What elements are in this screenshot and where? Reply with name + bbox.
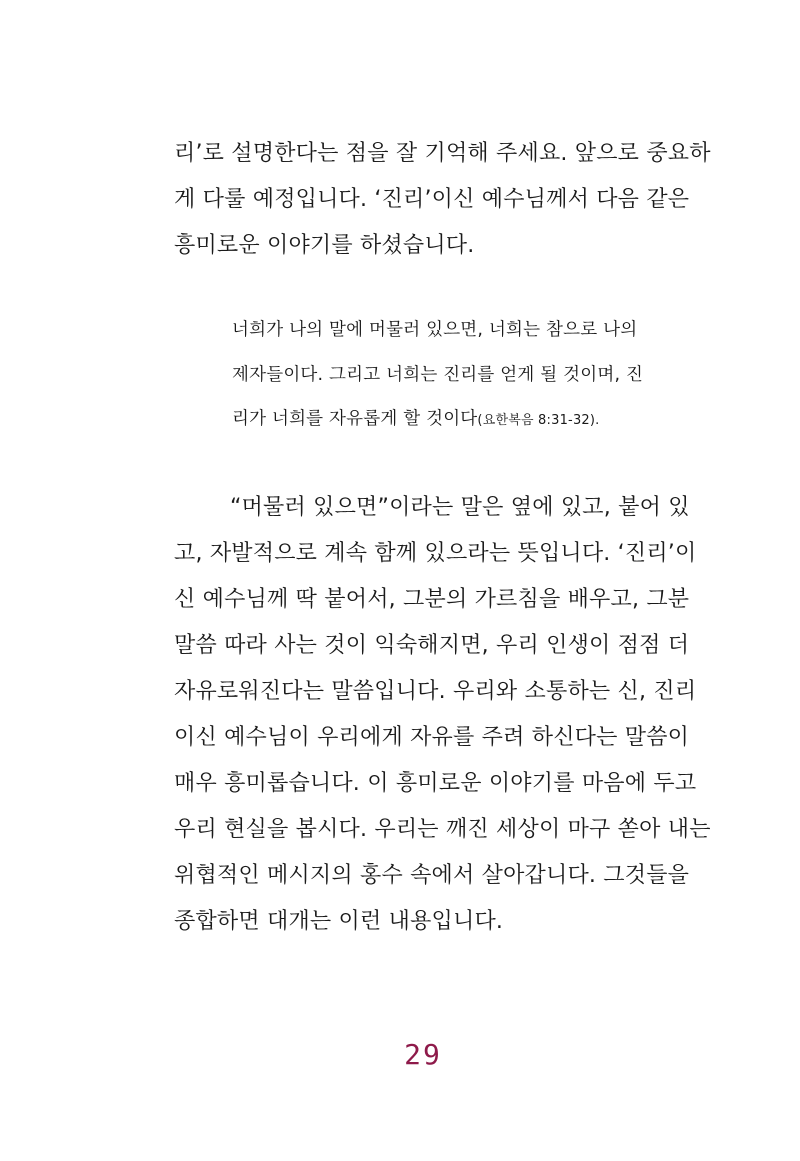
paragraph-2-line-5: 자유로워진다는 말씀입니다. 우리와 소통하는 신, 진리 [174,679,697,704]
paragraph-1-line-3: 흥미로운 이야기를 하셨습니다. [174,233,475,258]
scripture-citation: (요한복음 8:31-32). [477,413,600,428]
paragraph-2-line-7: 매우 흥미롭습니다. 이 흥미로운 이야기를 마음에 두고 [174,771,697,796]
paragraph-2-line-10: 종합하면 대개는 이런 내용입니다. [174,909,504,934]
paragraph-2-line-4: 말씀 따라 사는 것이 익숙해지면, 우리 인생이 점점 더 [174,633,690,658]
quote-line-1: 너희가 나의 말에 머물러 있으면, 너희는 참으로 나의 [232,320,638,340]
paragraph-2-line-2: 고, 자발적으로 계속 함께 있으라는 뜻입니다. ‘진리’이 [174,541,697,566]
paragraph-2-line-3: 신 예수님께 딱 붙어서, 그분의 가르침을 배우고, 그분 [174,587,690,612]
paragraph-1-line-2: 게 다룰 예정입니다. ‘진리’이신 예수님께서 다음 같은 [174,187,690,212]
paragraph-2-line-8: 우리 현실을 봅시다. 우리는 깨진 세상이 마구 쏟아 내는 [174,817,711,842]
paragraph-2-line-1: “머물러 있으면”이라는 말은 옆에 있고, 붙어 있 [230,495,690,520]
paragraph-2-line-9: 위협적인 메시지의 홍수 속에서 살아갑니다. 그것들을 [174,863,690,888]
paragraph-2-line-6: 이신 예수님이 우리에게 자유를 주려 하신다는 말씀이 [174,725,690,750]
quote-line-3 [232,405,600,430]
quote-line-3-text: 리가 너희를 자유롭게 할 것이다 [232,409,478,429]
quote-line-2: 제자들이다. 그리고 너희는 진리를 얻게 될 것이며, 진 [232,365,644,385]
paragraph-1-line-1: 리’로 설명한다는 점을 잘 기억해 주세요. 앞으로 중요하 [174,141,711,166]
page-number: 29 [404,1038,442,1071]
